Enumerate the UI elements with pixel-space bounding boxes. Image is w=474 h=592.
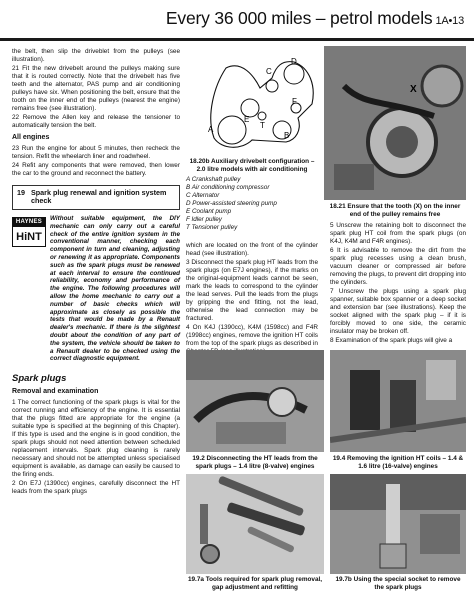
hint-logo-bottom: HiNT bbox=[16, 231, 42, 244]
legend-item: E Coolant pump bbox=[186, 207, 232, 215]
page-title bbox=[166, 8, 464, 30]
legend-item: B Air conditioning compressor bbox=[186, 183, 270, 191]
caption-18-20b: 18.20b Auxiliary drivebelt configuration – 2.0 litre models with air conditioning bbox=[189, 158, 315, 173]
column-middle bbox=[186, 242, 318, 357]
section-number: 19 bbox=[17, 187, 25, 197]
para-2: 2 On E7J (1390cc) engines, carefully disconnect the HT leads from the spark plugs bbox=[12, 479, 180, 495]
para-24: 24 Refit any components that were removed, then lower the car to the ground and reconnect the battery. bbox=[12, 161, 180, 177]
figure-drivebelt-diagram bbox=[186, 46, 318, 156]
para-23: 23 Run the engine for about 5 minutes, then recheck the tension. Refit the wheelarch liner and roadwheel. bbox=[12, 144, 180, 160]
photo-illustration bbox=[186, 474, 324, 574]
haynes-hint bbox=[12, 215, 180, 363]
header-rule bbox=[0, 38, 474, 41]
photo-illustration bbox=[186, 350, 324, 452]
diagram-label-e: E bbox=[244, 115, 250, 124]
caption-19-7a: 19.7a Tools required for spark plug removal, gap adjustment and refitting bbox=[187, 576, 323, 591]
hint-logo-top: HAYNES bbox=[13, 218, 45, 227]
column-right bbox=[330, 222, 466, 346]
section-heading-box bbox=[12, 185, 180, 210]
photo-19-4 bbox=[330, 350, 466, 452]
para-3: 3 Disconnect the spark plug HT leads from the spark plugs (on E7J engines), if the marks on the original-equipment leads cannot be seen, mark the leads to correspond to the cylinder the lead serves. Pull the leads from the plugs by gripping the end fitting, not the lead, otherwise the lead connection may be fractured. bbox=[186, 259, 318, 322]
diagram-legend bbox=[186, 176, 318, 232]
legend-item: A Crankshaft pulley bbox=[186, 176, 241, 183]
diagram-label-f: F bbox=[292, 97, 297, 106]
para-22: 22 Remove the Allen key and release the tensioner to automatically tension the belt. bbox=[12, 114, 180, 129]
para-6: 6 It is advisable to remove the dirt from the spark plug recesses using a clean brush, vacuum cleaner or compressed air before removing the plugs, to prevent dirt dropping into the cylinders. bbox=[330, 247, 466, 286]
photo-19-7b bbox=[330, 474, 466, 574]
para-8: 8 Examination of the spark plugs will give a bbox=[330, 337, 453, 344]
heading-all-engines: All engines bbox=[12, 134, 50, 141]
legend-item: F Idler pulley bbox=[186, 215, 222, 223]
diagram-label-c: C bbox=[266, 67, 272, 76]
drivebelt-diagram bbox=[186, 46, 318, 156]
haynes-hint-logo bbox=[12, 217, 46, 247]
page-number: 1A•13 bbox=[435, 15, 464, 27]
hint-text: Without suitable equipment, the DIY mechanic can only carry out a careful check of the entire ignition system in the conventional manner, checking each component in turn and cleaning, adjusting or renewing it as appropriate. Components such as the spark plugs must be renewed at each interval to ensure the continued reliability, economy and performance of the engine. The following procedures will allow the home mechanic to carry out a number of basic checks which will approximate as closely as possible the tests that would be made by a Renault dealer's mechanic. If there is the slightest doubt about the condition of any part of the system, the vehicle should be taken to a Renault dealer to be checked using the correct diagnostic equipment. bbox=[50, 215, 180, 363]
page-header bbox=[0, 0, 474, 44]
photo-illustration bbox=[330, 474, 466, 574]
photo-label-x: X bbox=[410, 84, 417, 95]
photo-19-2 bbox=[186, 350, 324, 452]
para-5: 5 Unscrew the retaining bolt to disconnect the spark plug HT coil from the spark plugs (on K4J, K4M and F4R engines). bbox=[330, 222, 466, 245]
para-21: 21 Fit the new drivebelt around the pulleys making sure that it is routed correctly. Note that the drivebelt has five teeth and the alternator, PAS pump and air conditioning pulleys have six. When positioning the belt, ensure that the tooth on the inner end of the pulleys (nearest the engine) remains free (see illustration). bbox=[12, 65, 180, 112]
caption-19-4: 19.4 Removing the ignition HT coils – 1.4 & 1.6 litre (16-valve) engines bbox=[332, 455, 464, 470]
diagram-label-t: T bbox=[260, 121, 265, 130]
photo-18-21 bbox=[324, 46, 466, 200]
para-7: 7 Unscrew the plugs using a spark plug spanner, suitable box spanner or a deep socket and extension bar (see illustrations). Keep the socket aligned with the spark plug – if it is forcibly moved to one side, the ceramic insulator may be broken off. bbox=[330, 288, 466, 335]
diagram-label-a: A bbox=[208, 125, 214, 134]
caption-18-21: 18.21 Ensure that the tooth (X) on the inner end of the pulley remains free bbox=[329, 203, 461, 218]
photo-illustration bbox=[330, 350, 466, 452]
photo-illustration bbox=[324, 46, 466, 200]
photo-19-7a bbox=[186, 474, 324, 574]
diagram-label-b: B bbox=[284, 131, 290, 140]
diagram-label-d: D bbox=[291, 57, 297, 66]
title-text: Every 36 000 miles – petrol models bbox=[165, 8, 433, 28]
legend-item: D Power-assisted steering pump bbox=[186, 199, 277, 207]
para-intro: the belt, then slip the driveblet from the pulleys (see illustration). bbox=[12, 48, 180, 63]
section-title: Spark plug renewal and ignition system check bbox=[31, 187, 167, 206]
para-4: 4 On K4J (1390cc), K4M (1598cc) and F4R (1998cc) engines, remove the ignition HT coils from the top of the spark plugs as described in bbox=[186, 324, 318, 347]
heading-removal: Removal and examination bbox=[12, 388, 99, 396]
legend-item: T Tensioner pulley bbox=[186, 223, 238, 231]
caption-19-7b: 19.7b Using the special socket to remove the spark plugs bbox=[335, 576, 461, 591]
heading-spark-plugs: Spark plugs bbox=[12, 373, 67, 385]
caption-19-2: 19.2 Disconnecting the HT leads from the spark plugs – 1.4 litre (8-valve) engines bbox=[192, 455, 318, 470]
para-a: which are located on the front of the cylinder head (see illustration). bbox=[186, 242, 318, 257]
column-left bbox=[12, 48, 180, 497]
para-1: 1 The correct functioning of the spark plugs is vital for the correct running and efficiency of the engine. It is essential that the plugs fitted are appropriate for the engine (a suitable type is specified at the beginning of this Chapter). If this type is used and the engine is in good condition, the spark plugs should not need attention between scheduled replacement intervals. Spark plug cleaning is rarely necessary and should not be attempted unless specialised equipment is available, as damage can easily be caused to the firing ends. bbox=[12, 398, 180, 478]
legend-item: C Alternator bbox=[186, 191, 220, 199]
